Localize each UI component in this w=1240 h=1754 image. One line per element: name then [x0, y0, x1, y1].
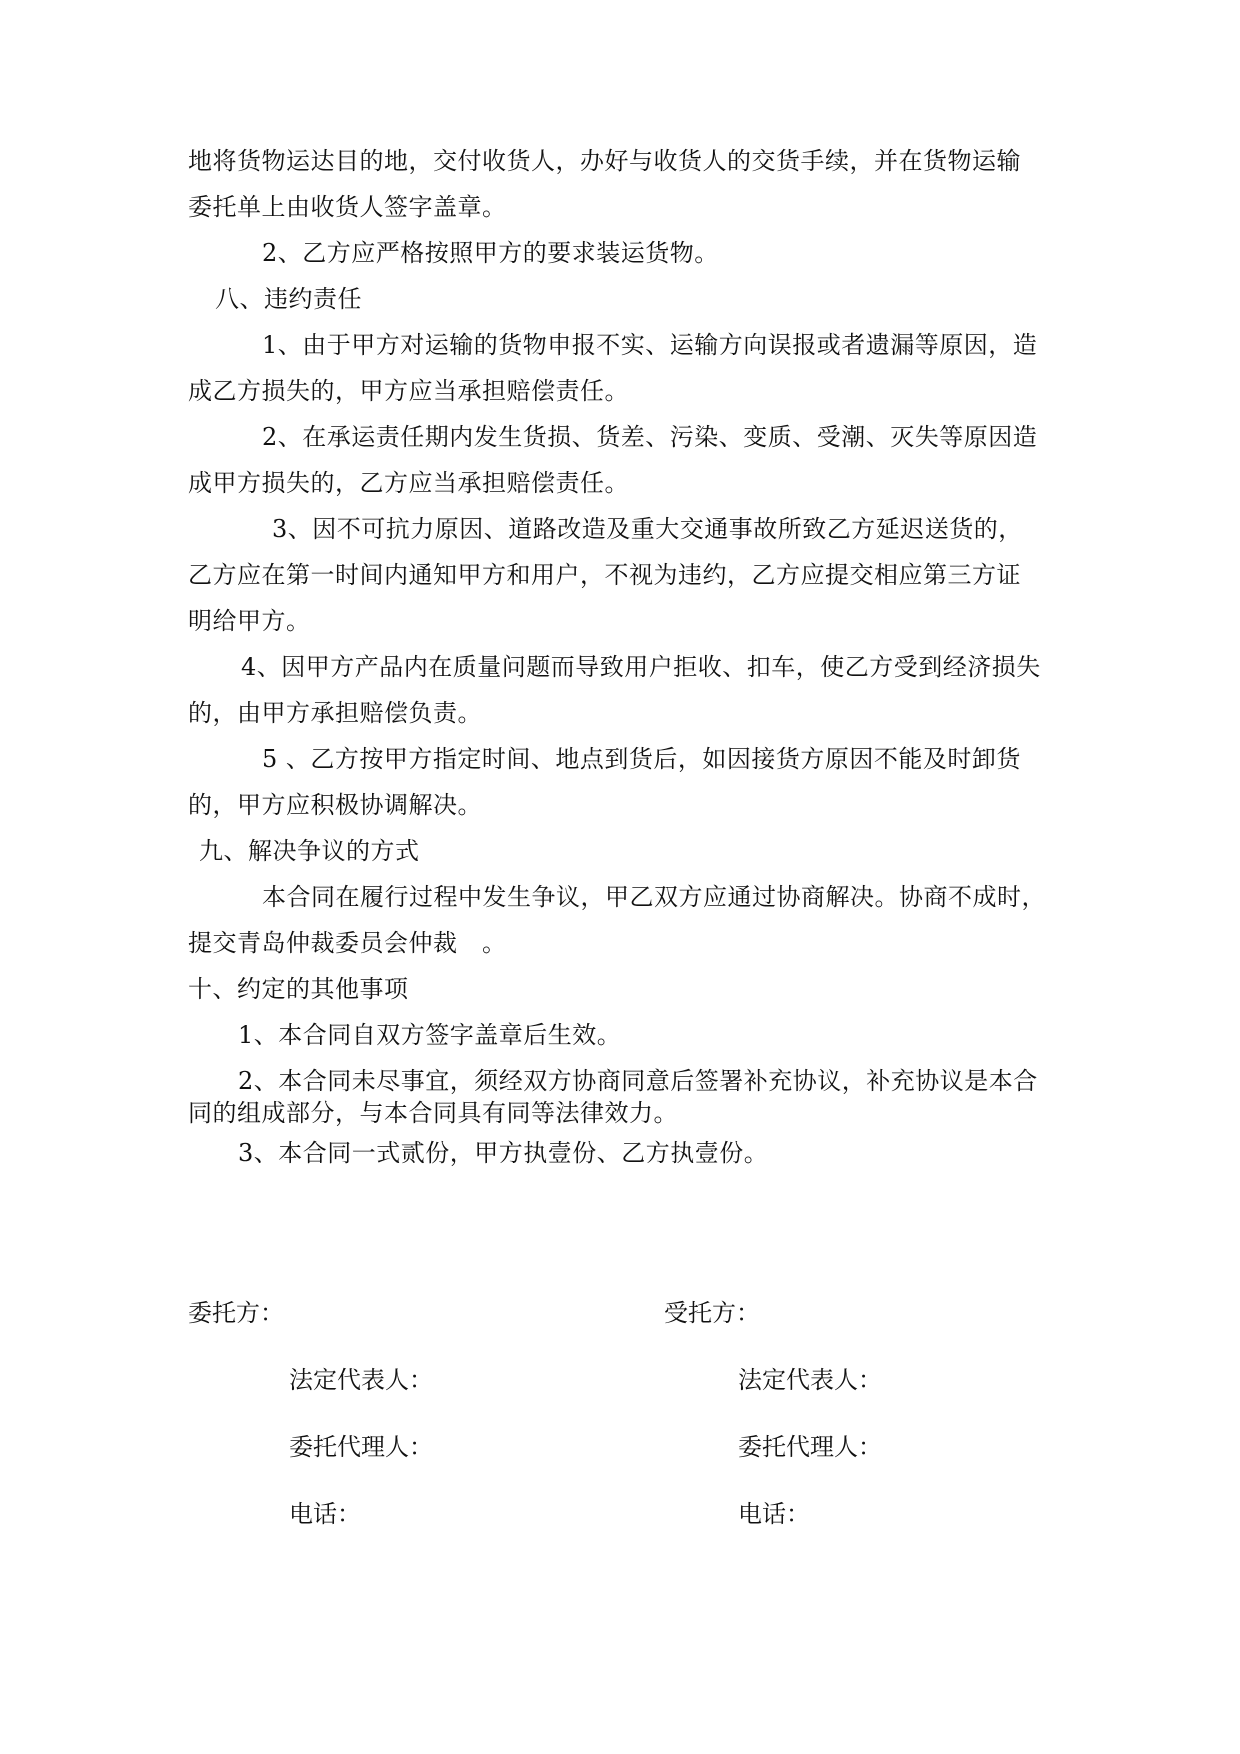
paragraph-line: 2、在承运责任期内发生货损、货差、污染、变质、受潮、灭失等原因造 — [262, 423, 1038, 451]
paragraph-line: 成乙方损失的，甲方应当承担赔偿责任。 — [188, 377, 629, 405]
section-heading-breach: 八、违约责任 — [215, 285, 362, 313]
paragraph-line: 成甲方损失的，乙方应当承担赔偿责任。 — [188, 469, 629, 497]
paragraph-line: 5 、乙方按甲方指定时间、地点到货后，如因接货方原因不能及时卸货 — [262, 745, 1021, 773]
paragraph-line: 乙方应在第一时间内通知甲方和用户，不视为违约，乙方应提交相应第三方证 — [188, 561, 1021, 589]
principal-legal-rep-label: 法定代表人： — [289, 1366, 433, 1394]
principal-party-label: 委托方： — [188, 1299, 284, 1327]
paragraph-line: 3、因不可抗力原因、道路改造及重大交通事故所致乙方延迟送货的， — [272, 515, 1023, 543]
paragraph-line: 4、因甲方产品内在质量问题而导致用户拒收、扣车，使乙方受到经济损失 — [241, 653, 1041, 681]
paragraph-line: 同的组成部分，与本合同具有同等法律效力。 — [188, 1099, 678, 1127]
paragraph-line: 3、本合同一式贰份，甲方执壹份、乙方执壹份。 — [238, 1139, 769, 1167]
agent-phone-label: 电话： — [738, 1500, 810, 1528]
paragraph-line: 的，由甲方承担赔偿负责。 — [188, 699, 482, 727]
section-heading-other: 十、约定的其他事项 — [188, 975, 409, 1003]
agent-proxy-label: 委托代理人： — [738, 1433, 882, 1461]
paragraph-line: 本合同在履行过程中发生争议，甲乙双方应通过协商解决。协商不成时， — [262, 883, 1046, 911]
paragraph-line: 2、本合同未尽事宜，须经双方协商同意后签署补充协议，补充协议是本合 — [238, 1067, 1038, 1095]
paragraph-line: 2、乙方应严格按照甲方的要求装运货物。 — [262, 239, 719, 267]
principal-proxy-label: 委托代理人： — [289, 1433, 433, 1461]
paragraph-line: 1、由于甲方对运输的货物申报不实、运输方向误报或者遗漏等原因，造 — [262, 331, 1038, 359]
agent-legal-rep-label: 法定代表人： — [738, 1366, 882, 1394]
paragraph-line: 的，甲方应积极协调解决。 — [188, 791, 482, 819]
principal-phone-label: 电话： — [289, 1500, 361, 1528]
agent-party-label: 受托方： — [664, 1299, 760, 1327]
paragraph-line: 明给甲方。 — [188, 607, 311, 635]
paragraph-line: 1、本合同自双方签字盖章后生效。 — [238, 1021, 622, 1049]
paragraph-line: 地将货物运达目的地，交付收货人，办好与收货人的交货手续，并在货物运输 — [188, 147, 1021, 175]
paragraph-line: 提交青岛仲裁委员会仲裁 。 — [188, 929, 507, 957]
paragraph-line: 委托单上由收货人签字盖章。 — [188, 193, 507, 221]
section-heading-dispute: 九、解决争议的方式 — [199, 837, 420, 865]
